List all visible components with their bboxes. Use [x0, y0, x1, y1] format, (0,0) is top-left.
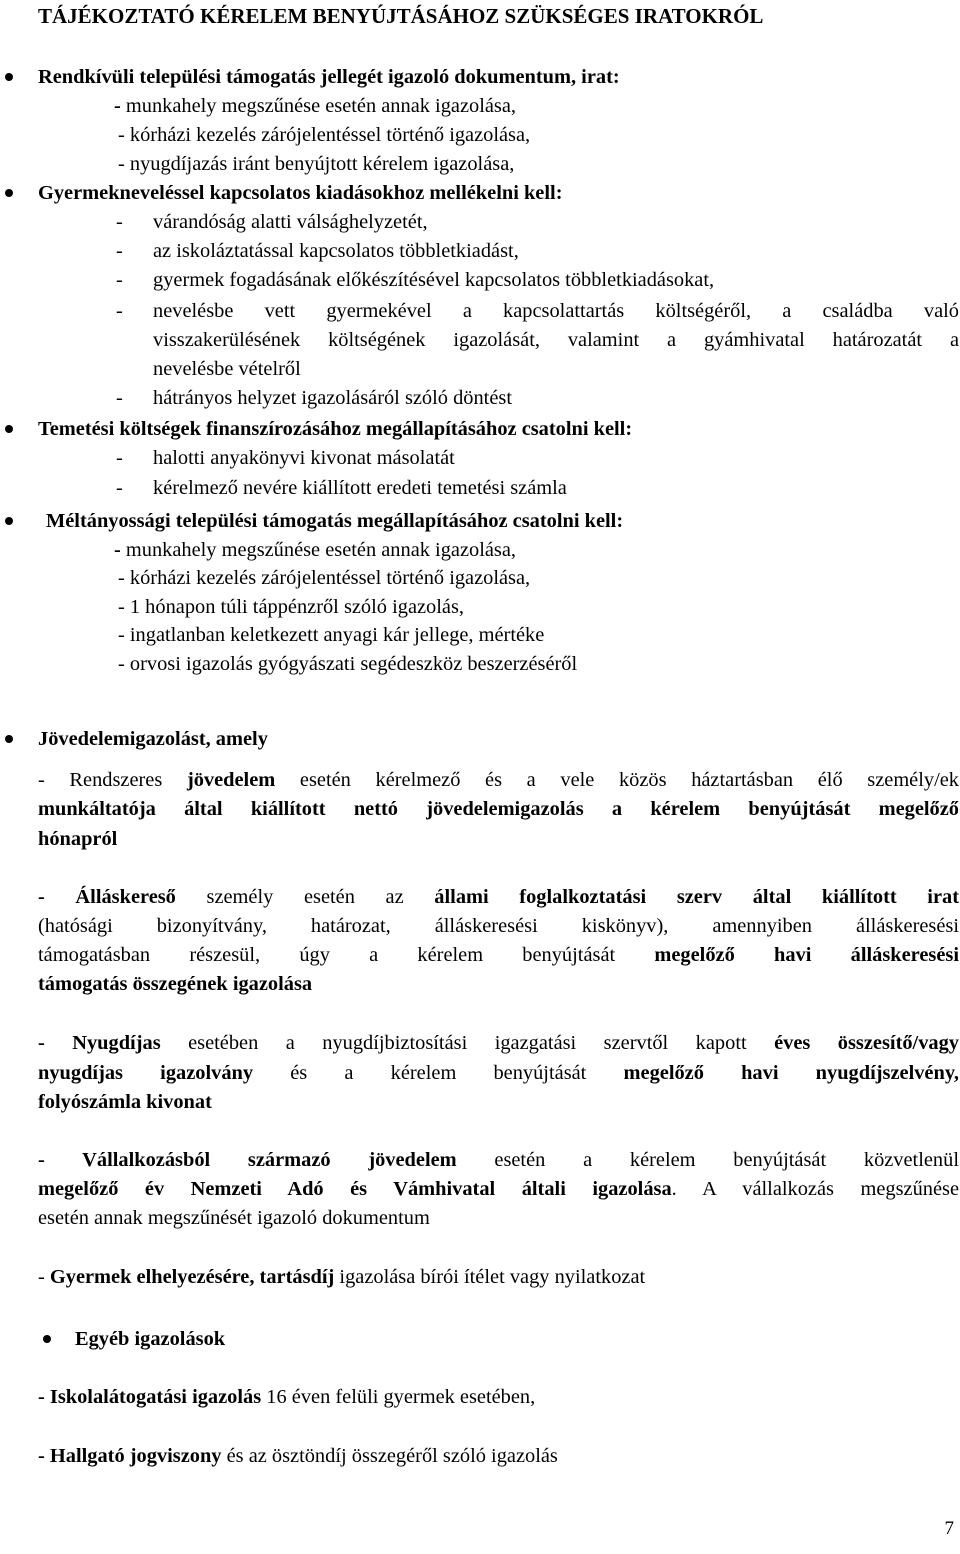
page-number: 7 [944, 1518, 954, 1539]
paragraph-line: munkáltatója által kiállított nettó jövedelemigazolás a kérelem benyújtását megelőző [38, 798, 959, 820]
paragraph-line: (hatósági bizonyítvány, határozat, álláskeresési kiskönyv), amennyiben álláskeresési [38, 915, 959, 937]
list-item: - ingatlanban keletkezett anyagi kár jellege, mértéke [118, 624, 545, 646]
section-heading: Gyermekneveléssel kapcsolatos kiadásokhoz mellékelni kell: [38, 182, 563, 204]
list-item: várandóság alatti válsághelyzetét, [153, 211, 428, 233]
list-item: halotti anyakönyvi kivonat másolatát [153, 447, 455, 469]
bullet-icon [5, 425, 13, 433]
list-item: nevelésbe vett gyermekével a kapcsolattartás költségéről, a családba való [153, 300, 959, 322]
list-item: visszakerülésének költségének igazolását, valamint a gyámhivatal határozatát a [153, 329, 959, 351]
paragraph-line: - Rendszeres jövedelem esetén kérelmező és a vele közös háztartásban élő személy/ek [38, 769, 959, 791]
bullet-icon [5, 73, 13, 81]
section-heading: Jövedelemigazolást, amely [38, 728, 268, 750]
paragraph-line: - Iskolalátogatási igazolás 16 éven felüli gyermek esetében, [38, 1386, 536, 1408]
paragraph-line: - Hallgató jogviszony és az ösztöndíj összegéről szóló igazolás [38, 1445, 558, 1467]
list-item: - munkahely megszűnése esetén annak igazolása, [114, 95, 516, 117]
list-item: - kórházi kezelés zárójelentéssel történő igazolása, [118, 567, 531, 589]
list-item: nevelésbe vételről [153, 358, 301, 380]
dash-marker: - [116, 387, 123, 409]
list-item: gyermek fogadásának előkészítésével kapcsolatos többletkiadásokat, [153, 269, 715, 291]
dash-marker: - [116, 477, 123, 499]
paragraph-line: - Gyermek elhelyezésére, tartásdíj igazolása bírói ítélet vagy nyilatkozat [38, 1266, 646, 1288]
list-item: - nyugdíjazás iránt benyújtott kérelem igazolása, [118, 153, 515, 175]
bullet-icon [5, 189, 13, 197]
paragraph-line: - Álláskereső személy esetén az állami foglalkoztatási szerv által kiállított irat [38, 886, 959, 908]
paragraph-line: támogatás összegének igazolása [38, 973, 313, 995]
paragraph-line: nyugdíjas igazolvány és a kérelem benyújtását megelőző havi nyugdíjszelvény, [38, 1062, 959, 1084]
bullet-icon [43, 1335, 51, 1343]
dash-marker: - [116, 211, 123, 233]
paragraph-line: - Nyugdíjas esetében a nyugdíjbiztosítási igazgatási szervtől kapott éves összesítő/vagy [38, 1032, 959, 1054]
page-title: TÁJÉKOZTATÓ KÉRELEM BENYÚJTÁSÁHOZ SZÜKSÉGES IRATOKRÓL [38, 4, 764, 28]
list-item: kérelmező nevére kiállított eredeti temetési számla [153, 477, 567, 499]
bullet-icon [5, 517, 13, 525]
dash-marker: - [116, 240, 123, 262]
list-item: - 1 hónapon túli táppénzről szóló igazolás, [118, 596, 464, 618]
section-heading: Temetési költségek finanszírozásához megállapításához csatolni kell: [38, 418, 633, 440]
list-item: - kórházi kezelés zárójelentéssel történő igazolása, [118, 124, 531, 146]
paragraph-line: esetén annak megszűnését igazoló dokumentum [38, 1207, 430, 1229]
list-item: az iskoláztatással kapcsolatos többletkiadást, [153, 240, 519, 262]
list-item: - orvosi igazolás gyógyászati segédeszköz beszerzéséről [118, 653, 578, 675]
dash-marker: - [116, 269, 123, 291]
paragraph-line: hónapról [38, 828, 118, 850]
dash-marker: - [116, 447, 123, 469]
section-heading: Egyéb igazolások [75, 1328, 226, 1350]
section-heading: Rendkívüli települési támogatás jellegét igazoló dokumentum, irat: [38, 66, 620, 88]
paragraph-line: - Vállalkozásból származó jövedelem esetén a kérelem benyújtását közvetlenül [38, 1149, 959, 1171]
paragraph-line: támogatásban részesül, úgy a kérelem benyújtását megelőző havi álláskeresési [38, 944, 959, 966]
dash-marker: - [116, 300, 123, 322]
section-heading: Méltányossági települési támogatás megállapításához csatolni kell: [46, 510, 624, 532]
list-item: - munkahely megszűnése esetén annak igazolása, [114, 539, 516, 561]
list-item: hátrányos helyzet igazolásáról szóló döntést [153, 387, 512, 409]
bullet-icon [5, 735, 13, 743]
paragraph-line: folyószámla kivonat [38, 1091, 212, 1113]
paragraph-line: megelőző év Nemzeti Adó és Vámhivatal általi igazolása. A vállalkozás megszűnése [38, 1178, 959, 1200]
